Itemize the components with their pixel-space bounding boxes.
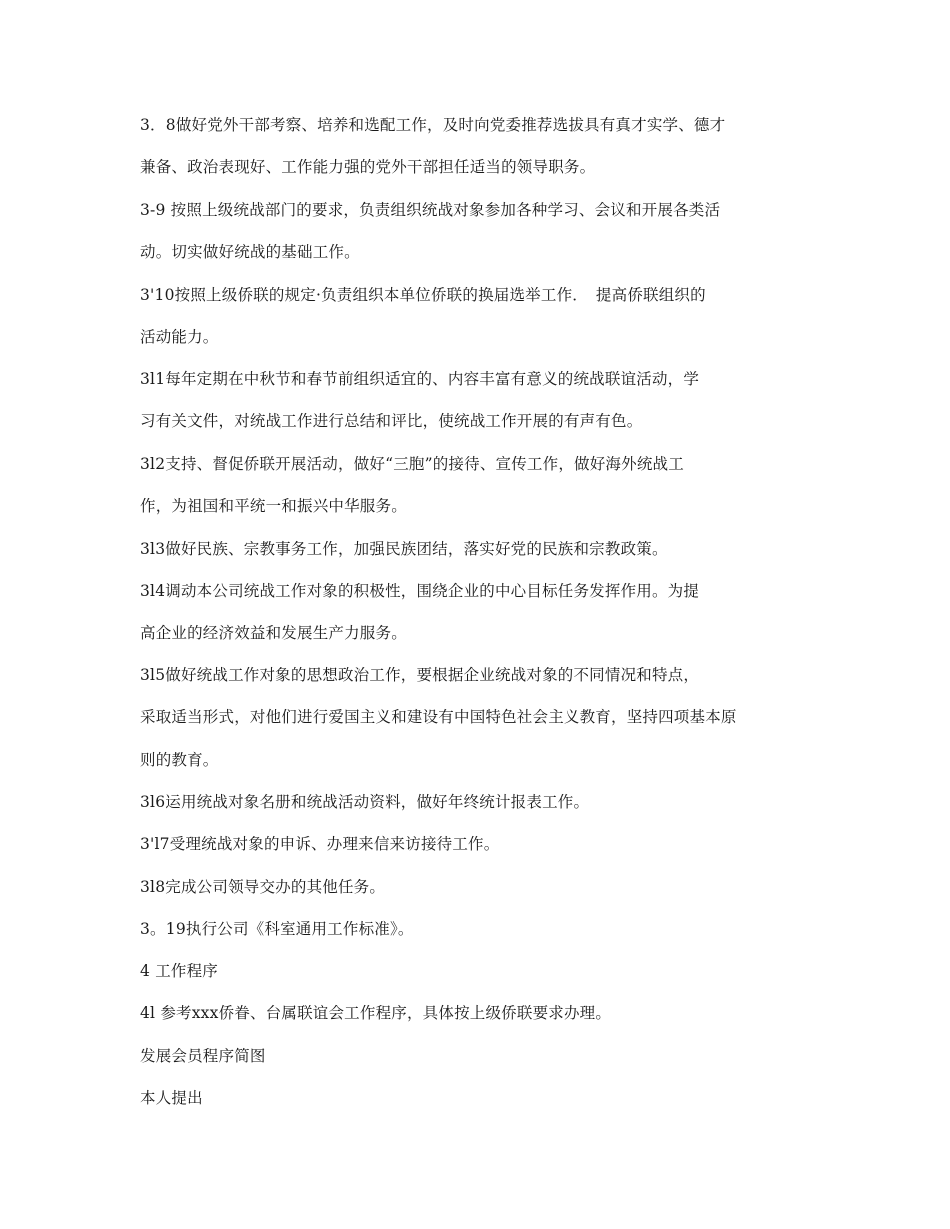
text-line: 3l4调动本公司统战工作对象的积极性，围绕企业的中心目标任务发挥作用。为提	[140, 582, 700, 600]
text-line: 活动能力。	[140, 328, 219, 346]
text-line: 3'l7受理统战对象的申诉、办理来信来访接待工作。	[140, 835, 500, 853]
text-line: 作，为祖国和平统一和振兴中华服务。	[140, 497, 407, 515]
text-line: 采取适当形式，对他们进行爱国主义和建设有中国特色社会主义教育，坚持四项基本原	[140, 708, 737, 726]
section-heading: 4 工作程序	[140, 962, 218, 980]
text-line: 3．8做好党外干部考察、培养和选配工作，及时向党委推荐选拔具有真才实学、德才	[140, 116, 726, 134]
text-line: 本人提出	[140, 1089, 203, 1107]
text-line: 3l1每年定期在中秋节和春节前组织适宜的、内容丰富有意义的统战联谊活动，学	[140, 370, 700, 388]
text-line: 动。切实做好统战的基础工作。	[140, 243, 360, 261]
text-line: 3'10按照上级侨联的规定·负责组织本单位侨联的换届选举工作． 提高侨联组织的	[140, 286, 706, 304]
text-line: 3l3做好民族、宗教事务工作，加强民族团结，落实好党的民族和宗教政策。	[140, 540, 668, 558]
text-line: 3-9 按照上级统战部门的要求，负责组织统战对象参加各种学习、会议和开展各类活	[140, 201, 721, 219]
text-line: 则的教育。	[140, 751, 219, 769]
text-line: 3。19执行公司《科室通用工作标准》。	[140, 920, 414, 938]
text-line: 3l5做好统战工作对象的思想政治工作，要根据企业统战对象的不同情况和特点，	[140, 666, 700, 684]
text-line: 4l 参考xxx侨眷、台属联谊会工作程序，具体按上级侨联要求办理。	[140, 1004, 612, 1022]
text-line: 兼备、政治表现好、工作能力强的党外干部担任适当的领导职务。	[140, 158, 596, 176]
text-line: 3l2支持、督促侨联开展活动，做好“三胞”的接待、宣传工作，做好海外统战工	[140, 455, 684, 473]
text-line: 3l6运用统战对象名册和统战活动资料，做好年终统计报表工作。	[140, 793, 590, 811]
text-line: 3l8完成公司领导交办的其他任务。	[140, 878, 386, 896]
diagram-title: 发展会员程序简图	[140, 1047, 266, 1065]
text-line: 习有关文件，对统战工作进行总结和评比，使统战工作开展的有声有色。	[140, 412, 643, 430]
text-line: 高企业的经济效益和发展生产力服务。	[140, 624, 407, 642]
